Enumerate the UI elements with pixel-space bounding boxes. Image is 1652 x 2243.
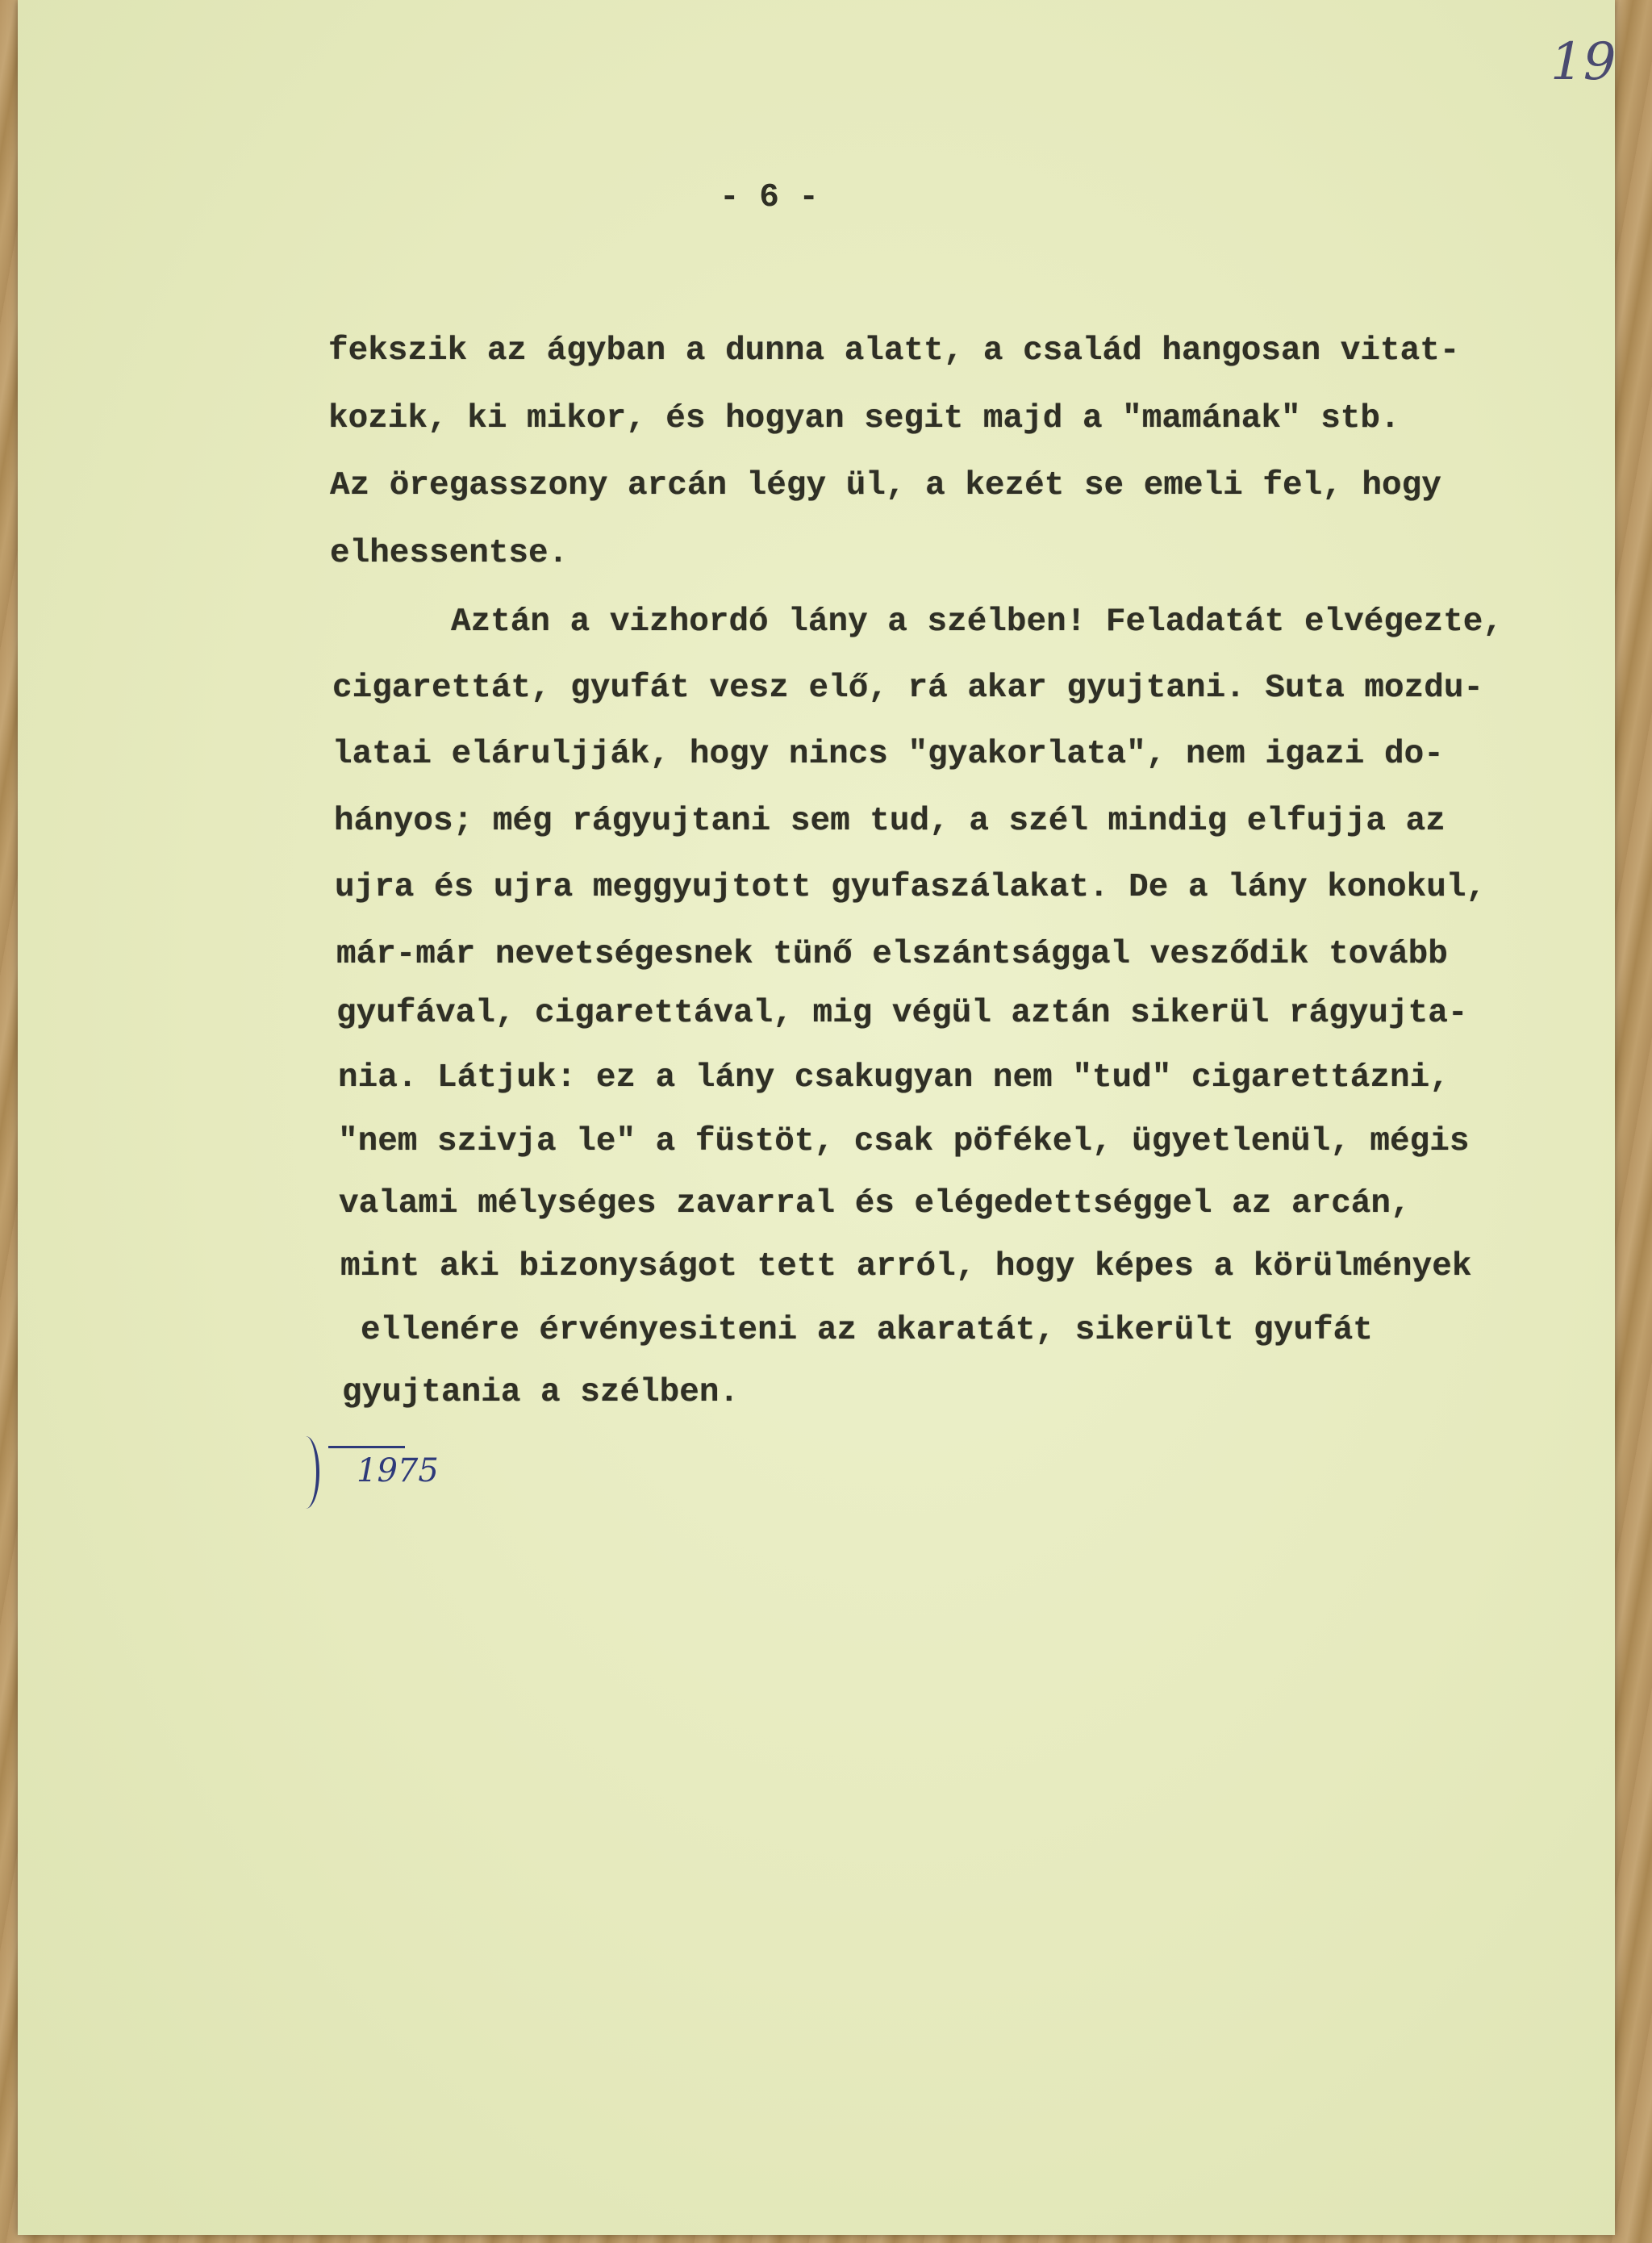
text-line: cigarettát, gyufát vesz elő, rá akar gyujtani. Suta mozdu-: [332, 670, 1484, 707]
text-line: már-már nevetségesnek tünő elszántsággal vesződik tovább: [336, 936, 1448, 973]
paragraph-start-line: Aztán a vizhordó lány a szélben! Feladatát elvégezte,: [451, 604, 1504, 641]
text-line: latai eláruljják, hogy nincs "gyakorlata", nem igazi do-: [332, 736, 1444, 773]
handwritten-bracket-mark: [292, 1436, 319, 1509]
page-number: - 6 -: [720, 179, 820, 216]
handwritten-folio-number: 19: [1550, 32, 1617, 92]
text-line: valami mélységes zavarral és elégedettséggel az arcán,: [339, 1185, 1411, 1222]
text-line: nia. Látjuk: ez a lány csakugyan nem "tud" cigarettázni,: [338, 1059, 1450, 1096]
text-line: fekszik az ágyban a dunna alatt, a család hangosan vitat-: [328, 332, 1460, 370]
text-line: mint aki bizonyságot tett arról, hogy képes a körülmények: [340, 1248, 1472, 1285]
handwritten-dash-mark: [328, 1446, 405, 1448]
text-line: gyujtania a szélben.: [342, 1374, 740, 1411]
text-line: ellenére érvényesiteni az akaratát, sikerült gyufát: [361, 1312, 1373, 1349]
text-line: Az öregasszony arcán légy ül, a kezét se emeli fel, hogy: [330, 467, 1441, 504]
text-line: "nem szivja le" a füstöt, csak pöfékel, ügyetlenül, mégis: [338, 1123, 1470, 1160]
handwritten-date: 1975: [357, 1452, 439, 1489]
text-line: kozik, ki mikor, és hogyan segit majd a "mamának" stb.: [328, 400, 1400, 437]
document-page: [18, 0, 1615, 2235]
text-line: elhessentse.: [330, 535, 569, 572]
text-line: hányos; még rágyujtani sem tud, a szél mindig elfujja az: [334, 803, 1446, 840]
text-line: ujra és ujra meggyujtott gyufaszálakat. De a lány konokul,: [335, 869, 1487, 906]
text-line: gyufával, cigarettával, mig végül aztán sikerül rágyujta-: [336, 995, 1468, 1032]
